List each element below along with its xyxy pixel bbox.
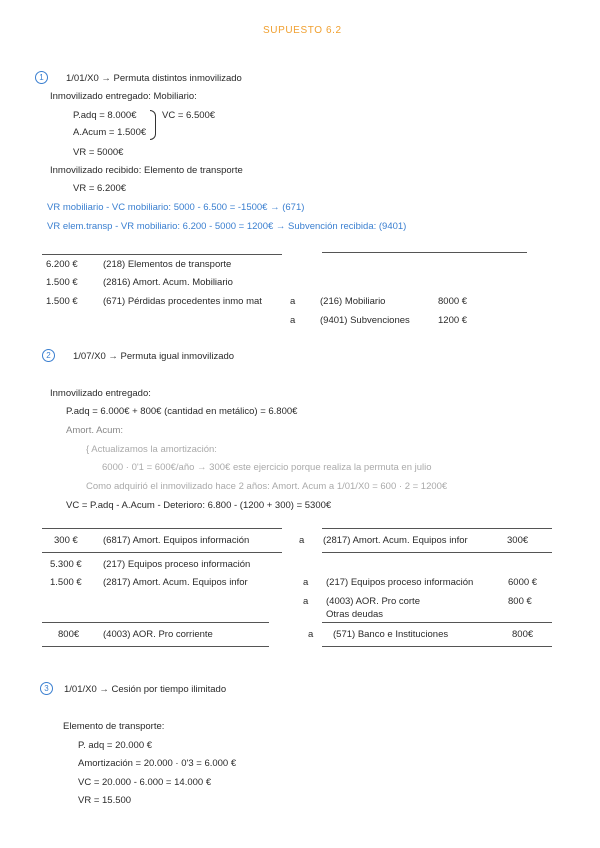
s1-vr2: VR = 6.200€ [73,183,127,194]
s1-credit-account: (9401) Subvenciones [320,315,410,326]
s2-j2-debit-amount: 5.300 € [50,559,82,570]
s2-j2-credit-amount: 800 € [508,596,532,607]
s2-j2-debit-account: (2817) Amort. Acum. Equipos infor [103,577,248,588]
s1-debit-amount: 6.200 € [46,259,78,270]
s3-amort: Amortización = 20.000 · 0'3 = 6.000 € [78,758,237,769]
journal-rule [42,622,269,623]
journal-rule [322,646,552,647]
s2-j2-credit-amount: 6000 € [508,577,538,588]
journal-rule [42,646,269,647]
s2-j2-credit-account: (4003) AOR. Pro corte [326,596,420,607]
journal-rule [42,254,282,255]
s2-j1-a: a [299,535,305,546]
s2-j1-credit-amount: 300€ [507,535,529,546]
s1-debit-amount: 1.500 € [46,277,78,288]
s1-debit-account: (218) Elementos de transporte [103,259,232,270]
brace-icon [150,110,156,140]
journal-rule [322,252,527,253]
journal-rule [322,528,552,529]
s1-credit-a: a [290,296,296,307]
s2-j2-credit-a: a [303,577,309,588]
s1-credit-amount: 1200 € [438,315,468,326]
s2-j3-a: a [308,629,314,640]
s2-j2-credit-account: (217) Equipos proceso información [326,577,474,588]
s3-padq: P. adq = 20.000 € [78,740,153,751]
s2-j3-credit-account: (571) Banco e Instituciones [333,629,449,640]
s1-recibido-label: Inmovilizado recibido: Elemento de transporte [50,165,243,176]
s2-note-3: Como adquirió el inmovilizado hace 2 años: Amort. Acum a 1/01/X0 = 600 · 2 = 1200€ [86,481,448,492]
s2-j1-account: (6817) Amort. Equipos información [103,535,250,546]
s3-vr: VR = 15.500 [78,795,132,806]
section-3-heading: 1/01/X0 → Cesión por tiempo ilimitado [64,684,227,695]
s1-vr: VR = 5000€ [73,147,124,158]
s2-j3-credit-amount: 800€ [512,629,534,640]
s2-padq: P.adq = 6.000€ + 800€ (cantidad en metálico) = 6.800€ [66,406,298,417]
s1-debit-amount: 1.500 € [46,296,78,307]
s1-vc: VC = 6.500€ [162,110,216,121]
s1-calc-1: VR mobiliario - VC mobiliario: 5000 - 6.500 = -1500€ → (671) [47,202,305,213]
s2-note-1: { Actualizamos la amortización: [86,444,217,455]
s1-calc-2: VR elem.transp - VR mobiliario: 6.200 - 5000 = 1200€ → Subvención recibida: (9401) [47,221,407,232]
s2-aacum: Amort. Acum: [66,425,124,436]
journal-rule [42,552,282,553]
s1-debit-account: (671) Pérdidas procedentes inmo mat [103,296,262,307]
s2-j3-account: (4003) AOR. Pro corriente [103,629,213,640]
s2-j2-credit-a: a [303,596,309,607]
s1-credit-amount: 8000 € [438,296,468,307]
page-title: SUPUESTO 6.2 [263,25,342,36]
s2-j2-debit-amount: 1.500 € [50,577,82,588]
s2-note-2: 6000 · 0'1 = 600€/año → 300€ este ejercicio porque realiza la permuta en julio [102,462,432,473]
s1-entregado-label: Inmovilizado entregado: Mobiliario: [50,91,197,102]
s2-j1-credit-account: (2817) Amort. Acum. Equipos infor [323,535,468,546]
section-2-number: 2 [42,349,55,362]
s2-j2-credit-account-line2: Otras deudas [326,609,384,620]
s2-vc: VC = P.adq - A.Acum - Deterioro: 6.800 - (1200 + 300) = 5300€ [66,500,332,511]
section-1-number: 1 [35,71,48,84]
s1-padq: P.adq = 8.000€ [73,110,137,121]
journal-rule [322,552,552,553]
s2-j2-debit-account: (217) Equipos proceso información [103,559,251,570]
s2-entregado-label: Inmovilizado entregado: [50,388,151,399]
s1-aacum: A.Acum = 1.500€ [73,127,147,138]
s1-debit-account: (2816) Amort. Acum. Mobiliario [103,277,233,288]
section-2-heading: 1/07/X0 → Permuta igual inmovilizado [73,351,235,362]
section-1-heading: 1/01/X0 → Permuta distintos inmovilizado [66,73,242,84]
section-3-number: 3 [40,682,53,695]
s3-label: Elemento de transporte: [63,721,165,732]
s3-vc: VC = 20.000 - 6.000 = 14.000 € [78,777,212,788]
s2-j1-amount: 300 € [54,535,78,546]
s1-credit-account: (216) Mobiliario [320,296,386,307]
s1-credit-a: a [290,315,296,326]
s2-j3-amount: 800€ [58,629,80,640]
journal-rule [322,622,552,623]
journal-rule [42,528,282,529]
